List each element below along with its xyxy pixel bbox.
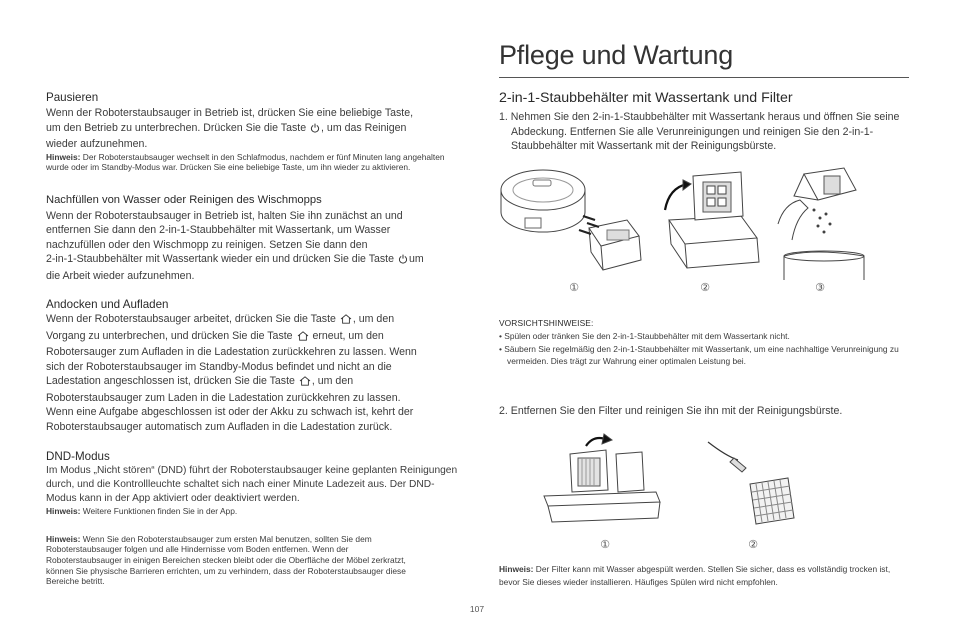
pause-note: Hinweis: Der Roboterstaubsauger wechselt in den Schlafmodus, nachdem er fünf Minuten lang angehalten wurde oder im Standby-Modus war. Drücken Sie eine beliebige Taste, um ihn wieder zu aktivieren. xyxy=(46,151,445,173)
first-use-note: Hinweis: Wenn Sie den Roboterstaubsauger zum ersten Mal benutzen, sollten Sie dem Roboterstaubsauger folgen und alle Hindernisse vom Boden entfernen. Wenn der Roboterstaubsauger in einigen Bereichen stecken bleibt oder die Oberfläche der Möbel zerkratzt, können Sie physische Barrieren errichten, um zu verhindern, dass der Roboterstaubsauger diese Bereiche betritt. xyxy=(46,533,406,587)
caution-item: • Spülen oder tränken Sie den 2-in-1-Staubbehälter mit dem Wassertank nicht. xyxy=(499,331,790,341)
caution-item: • Säubern Sie regelmäßig den 2-in-1-Staubbehälter mit Wassertank, um eine nachhaltige Verunreinigung zu vermeiden. Dies trägt zur Wahrung einer optimalen Leistung bei. xyxy=(499,343,899,367)
filter-note: Hinweis: Der Filter kann mit Wasser abgespült werden. Stellen Sie sicher, dass es vollständig trocken ist, bevor Sie dieses wieder installieren. Häufiges Spülen wird nicht empfohlen. xyxy=(499,564,891,587)
home-icon xyxy=(299,376,311,391)
caution-block xyxy=(499,318,911,368)
dock-line: Roboterstaubsauger zum Laden in die Ladestation zurückkehren zu lassen. xyxy=(46,391,401,404)
power-icon xyxy=(398,254,408,269)
dock-text xyxy=(46,312,458,434)
pause-line: Wenn der Roboterstaubsauger in Betrieb ist, drücken Sie eine beliebige Taste, xyxy=(46,107,414,119)
fig1-label-1: ① xyxy=(569,282,579,294)
dock-line: Vorgang zu unterbrechen, und drücken Sie die Taste erneut, um den xyxy=(46,329,458,346)
dock-line: Wenn der Roboterstaubsauger arbeitet, drücken Sie die Taste , um den xyxy=(46,312,458,329)
dnd-note: Hinweis: Weitere Funktionen finden Sie in der App. xyxy=(46,506,238,517)
pause-heading: Pausieren xyxy=(46,91,99,104)
fig2-label-1: ① xyxy=(600,539,610,551)
home-icon xyxy=(297,331,309,346)
dock-heading: Andocken und Aufladen xyxy=(46,298,169,312)
filter-removal-drawing xyxy=(544,434,660,522)
refill-heading: Nachfüllen von Wasser oder Reinigen des Wischmopps xyxy=(46,193,322,206)
open-dustbin-drawing xyxy=(665,172,759,268)
step-2: 2. Entfernen Sie den Filter und reinigen Sie ihn mit der Reinigungsbürste. xyxy=(499,405,843,417)
step-1-text: 1. Nehmen Sie den 2-in-1-Staubbehälter mit Wassertank heraus und öffnen Sie seine Abdeckung. Entfernen Sie alle Verunreinigungen und reinigen Sie den 2-in-1-Staubbehälter mit Wassertank mit der Reinigungsbürste. xyxy=(499,111,900,152)
pause-line: um den Betrieb zu unterbrechen. Drücken Sie die Taste , um das Reinigen xyxy=(46,121,458,138)
home-icon xyxy=(340,314,352,329)
fig1-label-2: ② xyxy=(700,282,710,294)
refill-text xyxy=(46,209,458,284)
title-divider xyxy=(499,77,909,78)
filter-cleaning-illustration xyxy=(540,430,800,530)
dock-line: Roboterstaubsauger automatisch zum Aufladen in die Ladestation zurück. xyxy=(46,420,393,433)
refill-line: nachzufüllen oder den Wischmopp zu reinigen. Setzen Sie dann den xyxy=(46,238,368,251)
caution-list xyxy=(499,330,911,368)
dnd-text: Im Modus „Nicht stören“ (DND) führt der Roboterstaubsauger keine geplanten Reinigungen durch, und die Kontrollleuchte schaltet sich nach einer Minute Ladezeit aus. Der DND-Modus kann in der App aktiviert oder deaktiviert werden. xyxy=(46,465,458,505)
section-dnd xyxy=(46,449,458,517)
robot-removal-drawing xyxy=(501,170,641,270)
refill-line: die Arbeit wieder aufzunehmen. xyxy=(46,269,195,282)
section-pause xyxy=(46,90,458,173)
dock-line: Robotersauger zum Aufladen in die Ladestation zurückkehren zu lassen. Wenn xyxy=(46,346,417,359)
section-heading: 2-in-1-Staubbehälter mit Wassertank und Filter xyxy=(499,90,793,106)
pause-line: wieder aufzunehmen. xyxy=(46,138,148,150)
filter-brushing-drawing xyxy=(708,442,794,524)
dustbin-removal-illustration xyxy=(499,160,909,280)
power-icon xyxy=(310,123,320,138)
dock-line: Ladestation angeschlossen ist, drücken Sie die Taste , um den xyxy=(46,374,458,391)
dnd-heading: DND-Modus xyxy=(46,450,110,464)
section-refill xyxy=(46,193,458,284)
fig1-label-3: ③ xyxy=(815,282,825,294)
page-number: 107 xyxy=(469,604,485,614)
refill-line: Wenn der Roboterstaubsauger in Betrieb ist, halten Sie ihn zunächst an und xyxy=(46,209,403,222)
dock-line: Wenn eine Aufgabe abgeschlossen ist oder der Akku zu schwach ist, kehrt der xyxy=(46,406,414,419)
left-column xyxy=(46,86,458,587)
page-title: Pflege und Wartung xyxy=(499,40,734,70)
pause-text xyxy=(46,106,458,152)
fig2-label-2: ② xyxy=(748,539,758,551)
step-1 xyxy=(499,110,911,154)
refill-line: 2-in-1-Staubbehälter mit Wassertank wieder ein und drücken Sie die Taste um xyxy=(46,252,458,269)
dock-line: sich der Roboterstaubsauger im Standby-Modus befindet und nicht an die xyxy=(46,360,392,373)
refill-line: entfernen Sie dann den 2-in-1-Staubbehälter mit Wassertank, um Wasser xyxy=(46,224,391,237)
caution-title: VORSICHTSHINWEISE: xyxy=(499,318,594,328)
emptying-dustbin-drawing xyxy=(778,168,864,280)
section-dock xyxy=(46,297,458,434)
